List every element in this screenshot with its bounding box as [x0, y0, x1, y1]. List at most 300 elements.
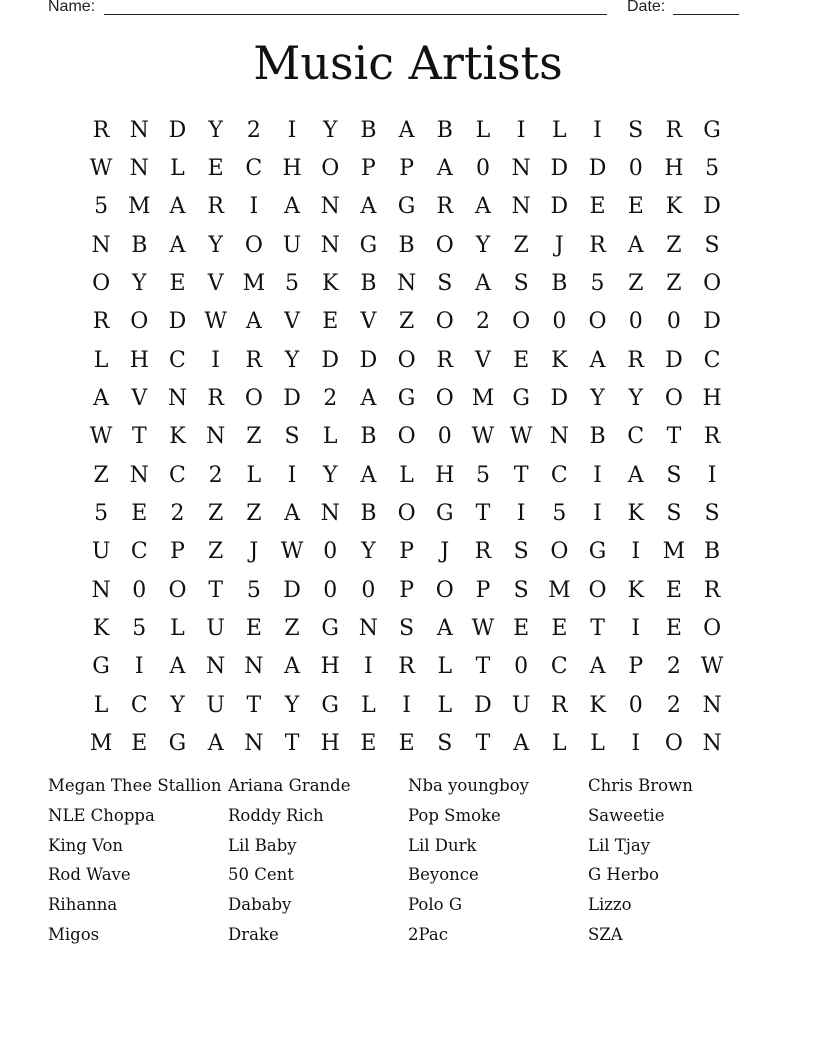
- grid-letter[interactable]: M: [89, 731, 113, 757]
- grid-letter[interactable]: K: [169, 424, 186, 450]
- grid-letter[interactable]: L: [170, 616, 185, 642]
- grid-letter[interactable]: V: [475, 347, 491, 373]
- grid-letter[interactable]: A: [169, 232, 186, 258]
- grid-letter[interactable]: O: [92, 271, 111, 297]
- grid-letter[interactable]: O: [703, 271, 722, 297]
- grid-letter[interactable]: L: [93, 347, 109, 373]
- grid-letter[interactable]: Y: [322, 117, 338, 143]
- grid-letter[interactable]: I: [516, 501, 526, 527]
- grid-letter[interactable]: W: [471, 616, 495, 642]
- grid-letter[interactable]: N: [396, 271, 417, 297]
- grid-letter[interactable]: 0: [323, 577, 338, 603]
- grid-letter[interactable]: 5: [552, 501, 567, 527]
- grid-letter[interactable]: I: [631, 539, 641, 565]
- grid-letter[interactable]: K: [589, 692, 606, 718]
- grid-letter[interactable]: R: [627, 347, 644, 373]
- grid-letter[interactable]: 0: [514, 654, 529, 680]
- grid-letter[interactable]: K: [627, 577, 644, 603]
- grid-letter[interactable]: G: [397, 194, 416, 220]
- grid-letter[interactable]: I: [631, 731, 641, 757]
- grid-letter[interactable]: B: [360, 271, 377, 297]
- grid-letter[interactable]: M: [471, 386, 495, 412]
- grid-letter[interactable]: O: [397, 424, 416, 450]
- grid-letter[interactable]: B: [360, 424, 377, 450]
- grid-letter[interactable]: 2: [666, 692, 681, 718]
- grid-letter[interactable]: K: [92, 616, 110, 642]
- grid-letter[interactable]: N: [511, 194, 531, 220]
- grid-letter[interactable]: L: [170, 156, 185, 182]
- grid-letter[interactable]: W: [509, 424, 533, 450]
- grid-letter[interactable]: B: [131, 232, 148, 258]
- grid-letter[interactable]: K: [551, 347, 568, 373]
- grid-letter[interactable]: W: [89, 156, 113, 182]
- grid-letter[interactable]: N: [358, 616, 379, 642]
- grid-letter[interactable]: M: [128, 194, 151, 220]
- grid-letter[interactable]: S: [399, 616, 415, 642]
- grid-letter[interactable]: E: [322, 309, 339, 335]
- grid-letter[interactable]: I: [631, 616, 641, 642]
- grid-letter[interactable]: 0: [132, 577, 147, 603]
- grid-letter[interactable]: A: [360, 386, 377, 412]
- grid-letter[interactable]: E: [131, 731, 148, 757]
- grid-letter[interactable]: E: [551, 616, 568, 642]
- grid-letter[interactable]: 2: [323, 386, 338, 412]
- grid-letter[interactable]: I: [211, 347, 220, 373]
- grid-letter[interactable]: O: [244, 232, 263, 258]
- grid-letter[interactable]: B: [436, 117, 453, 143]
- grid-letter[interactable]: T: [475, 501, 491, 527]
- grid-letter[interactable]: 0: [628, 309, 643, 335]
- grid-letter[interactable]: N: [320, 501, 340, 527]
- grid-letter[interactable]: W: [280, 539, 304, 565]
- grid-letter[interactable]: A: [589, 654, 606, 680]
- grid-letter[interactable]: A: [627, 462, 644, 488]
- grid-letter[interactable]: S: [284, 424, 300, 450]
- grid-letter[interactable]: A: [360, 194, 377, 220]
- grid-letter[interactable]: E: [513, 616, 530, 642]
- grid-letter[interactable]: 2: [246, 117, 261, 143]
- grid-letter[interactable]: J: [554, 232, 564, 258]
- grid-letter[interactable]: C: [169, 347, 186, 373]
- grid-letter[interactable]: T: [513, 462, 529, 488]
- word-bank-item: Migos: [48, 924, 100, 944]
- grid-letter[interactable]: V: [131, 386, 148, 412]
- grid-letter[interactable]: Z: [93, 462, 109, 488]
- grid-letter[interactable]: L: [322, 424, 338, 450]
- grid-letter[interactable]: O: [435, 386, 454, 412]
- grid-letter[interactable]: N: [549, 424, 569, 450]
- grid-letter[interactable]: H: [664, 156, 684, 182]
- grid-letter[interactable]: 5: [94, 194, 109, 220]
- grid-letter[interactable]: T: [208, 577, 223, 603]
- grid-letter[interactable]: 5: [590, 271, 605, 297]
- grid-letter[interactable]: L: [590, 731, 605, 757]
- grid-letter[interactable]: Y: [475, 232, 491, 258]
- grid-letter[interactable]: Y: [628, 386, 643, 412]
- grid-letter[interactable]: B: [551, 271, 568, 297]
- grid-letter[interactable]: C: [130, 539, 148, 565]
- grid-letter[interactable]: I: [287, 117, 297, 143]
- grid-letter[interactable]: E: [360, 731, 377, 757]
- grid-letter[interactable]: Y: [208, 117, 223, 143]
- grid-letter[interactable]: R: [665, 117, 683, 143]
- grid-letter[interactable]: S: [437, 271, 453, 297]
- grid-letter[interactable]: L: [437, 692, 453, 718]
- page-title: Music Artists: [253, 36, 563, 90]
- word-bank-item: SZA: [588, 924, 623, 944]
- grid-letter[interactable]: I: [402, 692, 411, 718]
- grid-letter[interactable]: R: [92, 117, 110, 143]
- grid-letter[interactable]: N: [91, 577, 111, 603]
- grid-letter[interactable]: H: [702, 386, 722, 412]
- grid-letter[interactable]: R: [551, 692, 568, 718]
- grid-letter[interactable]: R: [207, 386, 224, 412]
- grid-letter[interactable]: S: [513, 539, 529, 565]
- grid-letter[interactable]: Z: [398, 309, 415, 335]
- grid-letter[interactable]: R: [92, 309, 110, 335]
- grid-letter[interactable]: A: [436, 616, 453, 642]
- grid-letter[interactable]: S: [513, 271, 529, 297]
- grid-letter[interactable]: T: [246, 692, 262, 718]
- grid-letter[interactable]: B: [360, 117, 377, 143]
- grid-letter[interactable]: Z: [666, 232, 682, 258]
- grid-letter[interactable]: I: [134, 654, 144, 680]
- date-label: Date:: [627, 0, 666, 15]
- grid-letter[interactable]: A: [475, 194, 491, 220]
- grid-letter[interactable]: B: [704, 539, 721, 565]
- grid-letter[interactable]: O: [588, 309, 607, 335]
- grid-letter[interactable]: O: [664, 386, 683, 412]
- grid-letter[interactable]: D: [550, 194, 569, 220]
- grid-letter[interactable]: 0: [628, 156, 643, 182]
- grid-letter[interactable]: O: [397, 347, 416, 373]
- grid-letter[interactable]: N: [702, 731, 722, 757]
- grid-letter[interactable]: A: [284, 501, 300, 527]
- grid-letter[interactable]: N: [167, 386, 188, 412]
- grid-letter[interactable]: 2: [475, 309, 490, 335]
- grid-letter[interactable]: H: [435, 462, 455, 488]
- grid-letter[interactable]: A: [589, 347, 606, 373]
- grid-letter[interactable]: O: [664, 731, 683, 757]
- name-write-line[interactable]: [104, 14, 607, 15]
- grid-letter[interactable]: D: [321, 347, 340, 373]
- grid-letter[interactable]: D: [168, 117, 187, 143]
- grid-letter[interactable]: O: [244, 386, 263, 412]
- grid-letter[interactable]: U: [206, 692, 225, 718]
- grid-letter[interactable]: G: [168, 731, 187, 757]
- grid-letter[interactable]: P: [361, 156, 376, 182]
- grid-letter[interactable]: E: [207, 156, 224, 182]
- grid-letter[interactable]: G: [703, 117, 721, 143]
- grid-letter[interactable]: T: [475, 731, 491, 757]
- grid-letter[interactable]: R: [703, 424, 721, 450]
- grid-letter[interactable]: L: [552, 117, 567, 143]
- grid-letter[interactable]: M: [662, 539, 686, 565]
- grid-letter[interactable]: 0: [552, 309, 567, 335]
- grid-letter[interactable]: H: [129, 347, 149, 373]
- grid-letter[interactable]: 5: [475, 462, 490, 488]
- grid-letter[interactable]: D: [703, 309, 721, 335]
- grid-letter[interactable]: N: [702, 692, 722, 718]
- grid-letter[interactable]: H: [320, 654, 340, 680]
- grid-letter[interactable]: I: [593, 462, 602, 488]
- date-write-line[interactable]: [673, 14, 739, 15]
- grid-letter[interactable]: I: [364, 654, 373, 680]
- grid-letter[interactable]: A: [627, 232, 644, 258]
- grid-letter[interactable]: N: [244, 654, 264, 680]
- word-bank-item: Lil Tjay: [588, 835, 651, 855]
- grid-letter[interactable]: I: [249, 194, 259, 220]
- grid-letter[interactable]: O: [168, 577, 187, 603]
- grid-letter[interactable]: C: [550, 654, 568, 680]
- grid-letter[interactable]: L: [475, 117, 491, 143]
- grid-letter[interactable]: D: [168, 309, 187, 335]
- grid-letter[interactable]: 2: [208, 462, 223, 488]
- grid-letter[interactable]: A: [245, 309, 262, 335]
- grid-letter[interactable]: I: [593, 501, 602, 527]
- grid-letter[interactable]: M: [548, 577, 571, 603]
- grid-letter[interactable]: 0: [666, 309, 681, 335]
- grid-letter[interactable]: U: [206, 616, 225, 642]
- word-search-grid[interactable]: [82, 111, 730, 763]
- grid-letter[interactable]: Y: [284, 347, 300, 373]
- grid-letter[interactable]: Y: [132, 271, 147, 297]
- grid-letter[interactable]: N: [244, 731, 264, 757]
- grid-letter[interactable]: G: [321, 616, 339, 642]
- grid-letter[interactable]: E: [513, 347, 530, 373]
- grid-letter[interactable]: C: [550, 462, 568, 488]
- grid-letter[interactable]: 2: [170, 501, 185, 527]
- grid-letter[interactable]: L: [399, 462, 414, 488]
- grid-letter[interactable]: S: [628, 117, 644, 143]
- grid-letter[interactable]: R: [436, 194, 454, 220]
- grid-letter[interactable]: T: [590, 616, 605, 642]
- grid-letter[interactable]: P: [628, 654, 644, 680]
- grid-letter[interactable]: P: [475, 577, 491, 603]
- grid-letter[interactable]: O: [130, 309, 149, 335]
- grid-letter[interactable]: C: [245, 156, 263, 182]
- grid-letter[interactable]: D: [359, 347, 378, 373]
- grid-letter[interactable]: C: [627, 424, 645, 450]
- grid-letter[interactable]: T: [131, 424, 147, 450]
- grid-letter[interactable]: 0: [475, 156, 490, 182]
- grid-letter[interactable]: U: [282, 232, 302, 258]
- grid-letter[interactable]: N: [91, 232, 111, 258]
- grid-letter[interactable]: D: [283, 386, 301, 412]
- grid-letter[interactable]: B: [589, 424, 606, 450]
- grid-letter[interactable]: D: [588, 156, 607, 182]
- grid-letter[interactable]: Z: [246, 424, 262, 450]
- grid-letter[interactable]: V: [284, 309, 300, 335]
- grid-letter[interactable]: S: [437, 731, 453, 757]
- grid-letter[interactable]: N: [129, 156, 149, 182]
- grid-letter[interactable]: A: [207, 731, 224, 757]
- grid-letter[interactable]: D: [550, 386, 569, 412]
- grid-letter[interactable]: E: [665, 616, 682, 642]
- grid-letter[interactable]: A: [475, 271, 491, 297]
- grid-letter[interactable]: A: [513, 731, 530, 757]
- grid-letter[interactable]: I: [707, 462, 717, 488]
- grid-letter[interactable]: U: [91, 539, 111, 565]
- grid-letter[interactable]: I: [516, 117, 526, 143]
- grid-letter[interactable]: R: [398, 654, 415, 680]
- grid-letter[interactable]: E: [665, 577, 682, 603]
- grid-letter[interactable]: P: [399, 577, 414, 603]
- grid-letter[interactable]: V: [360, 309, 377, 335]
- grid-letter[interactable]: T: [475, 654, 491, 680]
- grid-letter[interactable]: Y: [284, 692, 300, 718]
- grid-letter[interactable]: Y: [170, 692, 185, 718]
- grid-letter[interactable]: J: [249, 539, 259, 565]
- grid-letter[interactable]: O: [512, 309, 531, 335]
- grid-letter[interactable]: L: [361, 692, 376, 718]
- grid-letter[interactable]: G: [588, 539, 607, 565]
- grid-letter[interactable]: G: [92, 654, 110, 680]
- grid-letter[interactable]: L: [246, 462, 262, 488]
- grid-letter[interactable]: Y: [361, 539, 376, 565]
- grid-letter[interactable]: N: [129, 117, 149, 143]
- grid-letter[interactable]: H: [320, 731, 340, 757]
- grid-letter[interactable]: J: [440, 539, 450, 565]
- grid-letter[interactable]: O: [588, 577, 607, 603]
- grid-letter[interactable]: O: [397, 501, 416, 527]
- grid-letter[interactable]: 5: [94, 501, 109, 527]
- grid-letter[interactable]: N: [320, 232, 340, 258]
- grid-letter[interactable]: G: [397, 386, 416, 412]
- grid-letter[interactable]: E: [245, 616, 262, 642]
- grid-letter[interactable]: T: [284, 731, 300, 757]
- grid-letter[interactable]: 0: [323, 539, 338, 565]
- grid-letter[interactable]: T: [666, 424, 682, 450]
- grid-letter[interactable]: D: [283, 577, 301, 603]
- grid-letter[interactable]: Z: [666, 271, 682, 297]
- grid-letter[interactable]: R: [245, 347, 263, 373]
- grid-letter[interactable]: A: [284, 194, 300, 220]
- grid-letter[interactable]: R: [589, 232, 606, 258]
- grid-letter[interactable]: N: [320, 194, 340, 220]
- grid-letter[interactable]: N: [511, 156, 531, 182]
- grid-letter[interactable]: E: [398, 731, 415, 757]
- grid-letter[interactable]: R: [474, 539, 492, 565]
- grid-letter[interactable]: 5: [132, 616, 147, 642]
- grid-letter[interactable]: Z: [208, 501, 224, 527]
- grid-letter[interactable]: M: [242, 271, 266, 297]
- grid-letter[interactable]: G: [512, 386, 530, 412]
- grid-letter[interactable]: H: [282, 156, 302, 182]
- grid-letter[interactable]: C: [130, 692, 148, 718]
- grid-letter[interactable]: K: [665, 194, 683, 220]
- grid-letter[interactable]: 0: [361, 577, 376, 603]
- grid-letter[interactable]: D: [550, 156, 569, 182]
- grid-letter[interactable]: A: [93, 386, 110, 412]
- grid-letter[interactable]: L: [552, 731, 567, 757]
- grid-letter[interactable]: Z: [513, 232, 529, 258]
- grid-letter[interactable]: P: [170, 539, 185, 565]
- grid-letter[interactable]: K: [627, 501, 644, 527]
- grid-letter[interactable]: L: [93, 692, 109, 718]
- grid-letter[interactable]: O: [435, 309, 454, 335]
- grid-letter[interactable]: O: [703, 616, 722, 642]
- grid-letter[interactable]: S: [666, 462, 682, 488]
- grid-letter[interactable]: C: [169, 462, 186, 488]
- grid-letter[interactable]: E: [589, 194, 606, 220]
- grid-letter[interactable]: O: [550, 539, 569, 565]
- grid-letter[interactable]: B: [398, 232, 415, 258]
- grid-letter[interactable]: W: [89, 424, 113, 450]
- grid-letter[interactable]: A: [169, 654, 186, 680]
- grid-letter[interactable]: L: [437, 654, 453, 680]
- grid-letter[interactable]: Y: [208, 232, 223, 258]
- grid-letter[interactable]: A: [169, 194, 186, 220]
- grid-letter[interactable]: Z: [208, 539, 224, 565]
- grid-letter[interactable]: C: [703, 347, 721, 373]
- grid-letter[interactable]: Y: [590, 386, 605, 412]
- grid-letter[interactable]: D: [474, 692, 492, 718]
- grid-letter[interactable]: A: [436, 156, 453, 182]
- grid-letter[interactable]: N: [206, 424, 226, 450]
- grid-letter[interactable]: 0: [628, 692, 643, 718]
- grid-letter[interactable]: Z: [284, 616, 300, 642]
- word-bank-item: 2Pac: [408, 924, 448, 944]
- grid-letter[interactable]: O: [435, 232, 454, 258]
- grid-letter[interactable]: O: [435, 577, 454, 603]
- grid-letter[interactable]: G: [359, 232, 378, 258]
- grid-letter[interactable]: I: [287, 462, 297, 488]
- grid-letter[interactable]: Y: [322, 462, 338, 488]
- name-label: Name:: [48, 0, 96, 15]
- grid-letter[interactable]: Z: [628, 271, 644, 297]
- grid-letter[interactable]: 5: [285, 271, 300, 297]
- grid-letter[interactable]: S: [704, 232, 720, 258]
- grid-letter[interactable]: E: [627, 194, 644, 220]
- grid-letter[interactable]: N: [129, 462, 149, 488]
- grid-letter[interactable]: 2: [666, 654, 681, 680]
- grid-letter[interactable]: A: [398, 117, 415, 143]
- grid-letter[interactable]: O: [321, 156, 340, 182]
- grid-letter[interactable]: W: [204, 309, 227, 335]
- grid-letter[interactable]: A: [360, 462, 377, 488]
- grid-letter[interactable]: S: [666, 501, 682, 527]
- grid-letter[interactable]: R: [207, 194, 224, 220]
- grid-letter[interactable]: R: [436, 347, 454, 373]
- grid-letter[interactable]: A: [284, 654, 300, 680]
- grid-letter[interactable]: Z: [246, 501, 262, 527]
- grid-letter[interactable]: D: [665, 347, 683, 373]
- grid-letter[interactable]: E: [131, 501, 148, 527]
- grid-letter[interactable]: 5: [246, 577, 261, 603]
- grid-letter[interactable]: R: [703, 577, 721, 603]
- grid-letter[interactable]: V: [207, 271, 224, 297]
- grid-letter[interactable]: 0: [437, 424, 452, 450]
- grid-letter[interactable]: P: [399, 156, 414, 182]
- grid-letter[interactable]: W: [700, 654, 724, 680]
- grid-letter[interactable]: K: [322, 271, 339, 297]
- grid-letter[interactable]: N: [206, 654, 226, 680]
- grid-letter[interactable]: D: [703, 194, 721, 220]
- grid-letter[interactable]: G: [435, 501, 454, 527]
- grid-letter[interactable]: I: [593, 117, 602, 143]
- grid-letter[interactable]: S: [704, 501, 720, 527]
- grid-letter[interactable]: P: [399, 539, 414, 565]
- grid-letter[interactable]: E: [169, 271, 186, 297]
- grid-letter[interactable]: S: [513, 577, 529, 603]
- grid-letter[interactable]: W: [471, 424, 495, 450]
- grid-letter[interactable]: U: [511, 692, 531, 718]
- word-bank-item: Drake: [228, 924, 279, 944]
- grid-letter[interactable]: G: [321, 692, 339, 718]
- grid-letter[interactable]: B: [360, 501, 377, 527]
- grid-letter[interactable]: 5: [705, 156, 720, 182]
